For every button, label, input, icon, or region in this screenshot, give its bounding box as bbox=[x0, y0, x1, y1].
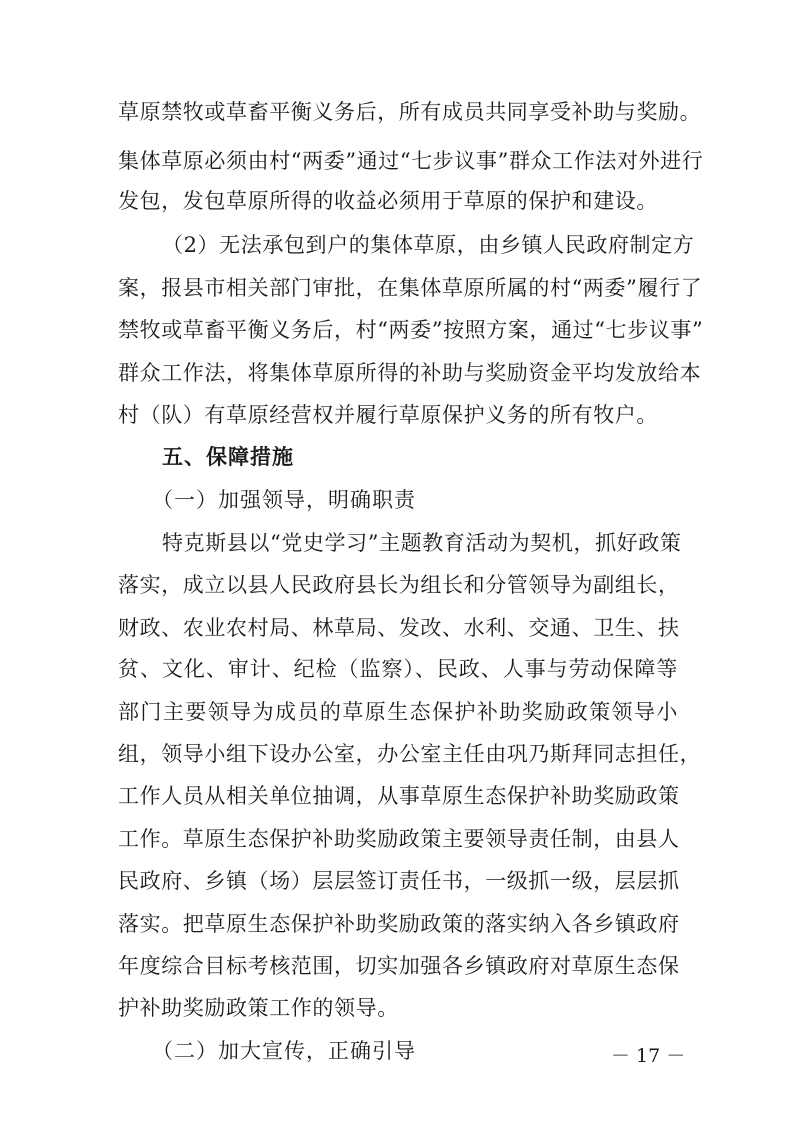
body-text-line: 工作人员从相关单位抽调，从事草原生态保护补助奖励政策 bbox=[118, 784, 680, 808]
body-text-line: 发包，发包草原所得的收益必须用于草原的保护和建设。 bbox=[118, 189, 658, 213]
body-text-line: 财政、农业农村局、林草局、发改、水利、交通、卫生、扶 bbox=[118, 616, 680, 640]
body-text-line: 落实，成立以县人民政府县长为组长和分管领导为副组长， bbox=[118, 573, 680, 597]
section-heading: 五、保障措施 bbox=[162, 445, 294, 469]
subsection-heading: （二）加大宣传，正确引导 bbox=[152, 1039, 416, 1063]
body-text-line: 特克斯县以“党史学习”主题教育活动为契机，抓好政策 bbox=[162, 531, 682, 555]
body-text-line: 年度综合目标考核范围，切实加强各乡镇政府对草原生态保 bbox=[118, 954, 680, 978]
body-text-line: 部门主要领导为成员的草原生态保护补助奖励政策领导小 bbox=[118, 700, 678, 724]
body-text-line: 村（队）有草原经营权并履行草原保护义务的所有牧户。 bbox=[118, 403, 658, 427]
body-text-line: 草原禁牧或草畜平衡义务后，所有成员共同享受补助与奖励。 bbox=[118, 100, 702, 124]
body-text-line: 集体草原必须由村“两委”通过“七步议事”群众工作法对外进行 bbox=[118, 149, 704, 173]
body-text-line: 民政府、乡镇（场）层层签订责任书，一级抓一级，层层抓 bbox=[118, 869, 680, 893]
body-text-line: 工作。草原生态保护补助奖励政策主要领导责任制，由县人 bbox=[118, 827, 680, 851]
page-number: － 17 － bbox=[611, 1045, 686, 1067]
subsection-heading: （一）加强领导，明确职责 bbox=[152, 488, 416, 512]
body-text-line: （2）无法承包到户的集体草原，由乡镇人民政府制定方 bbox=[162, 233, 695, 257]
body-text-line: 禁牧或草畜平衡义务后，村“两委”按照方案，通过“七步议事” bbox=[118, 318, 704, 342]
body-text-line: 护补助奖励政策工作的领导。 bbox=[118, 996, 399, 1020]
body-text-line: 贫、文化、审计、纪检（监察）、民政、人事与劳动保障等 bbox=[118, 657, 678, 681]
body-text-line: 群众工作法，将集体草原所得的补助与奖励资金平均发放给本 bbox=[118, 361, 702, 385]
body-text-line: 组，领导小组下设办公室，办公室主任由巩乃斯拜同志担任， bbox=[118, 742, 702, 766]
body-text-line: 落实。把草原生态保护补助奖励政策的落实纳入各乡镇政府 bbox=[118, 912, 680, 936]
body-text-line: 案，报县市相关部门审批，在集体草原所属的村“两委”履行了 bbox=[118, 276, 703, 300]
